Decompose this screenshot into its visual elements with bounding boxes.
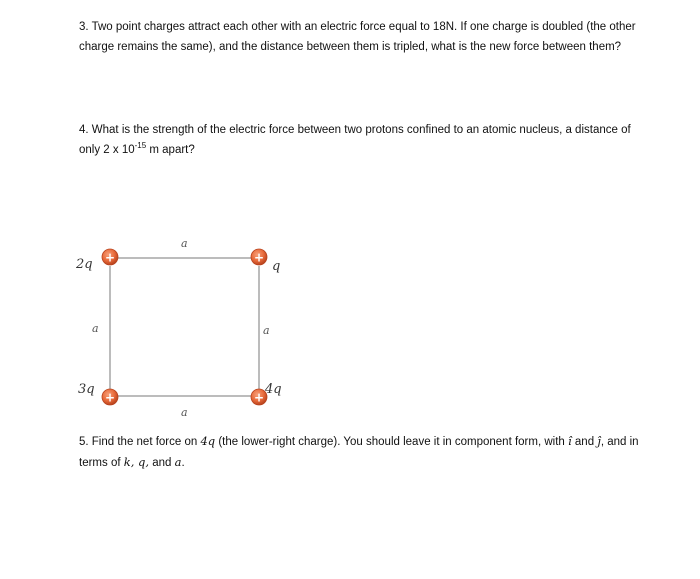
unit-vector-i: î	[568, 434, 572, 448]
plus-icon: +	[104, 250, 116, 265]
charge-bottom-left	[102, 389, 118, 405]
charge-top-right	[251, 249, 267, 265]
charge-top-left	[102, 249, 118, 265]
exponent: -15	[134, 140, 147, 150]
question-5-part6: .	[181, 456, 185, 469]
question-5-part1: 5. Find the net force on	[79, 436, 201, 448]
unit-vector-j: ĵ	[597, 434, 601, 448]
label-q: q	[272, 259, 281, 274]
question-5-part5: and	[149, 456, 175, 469]
question-4-tail: m apart?	[146, 143, 195, 156]
label-a-bottom: a	[181, 406, 188, 419]
charge-4q: 4q	[200, 434, 216, 448]
plus-icon: +	[104, 390, 116, 405]
label-4q: 4q	[265, 382, 282, 397]
question-5-part2: (the lower-right charge). You should leave it in component form, with	[215, 436, 569, 448]
question-5-part4: , and in terms of	[79, 436, 639, 469]
variables-kq: k, q,	[123, 454, 150, 469]
question-3-text: 3. Two point charges attract each other with an electric force equal to 18N. If one charge is doubled (the other charge remains the same), and the distance between them is tripled, what is the new force between them?	[79, 21, 636, 53]
label-a-right: a	[263, 324, 270, 337]
variable-a: a	[174, 454, 182, 469]
charge-square-diagram	[60, 226, 320, 426]
question-5-part3: and	[571, 436, 598, 448]
question-5-text	[79, 432, 639, 473]
label-a-top: a	[181, 237, 188, 250]
plus-icon: +	[253, 250, 265, 265]
question-4-text	[79, 121, 639, 160]
label-a-left: a	[92, 322, 99, 335]
question-4-lead: 4. What is the strength of the electric force between two protons confined to an atomic nucleus, a distance of only 2 x 10	[79, 124, 631, 156]
plus-icon: +	[253, 390, 265, 405]
label-2q: 2q	[76, 257, 93, 272]
label-3q: 3q	[78, 382, 95, 397]
